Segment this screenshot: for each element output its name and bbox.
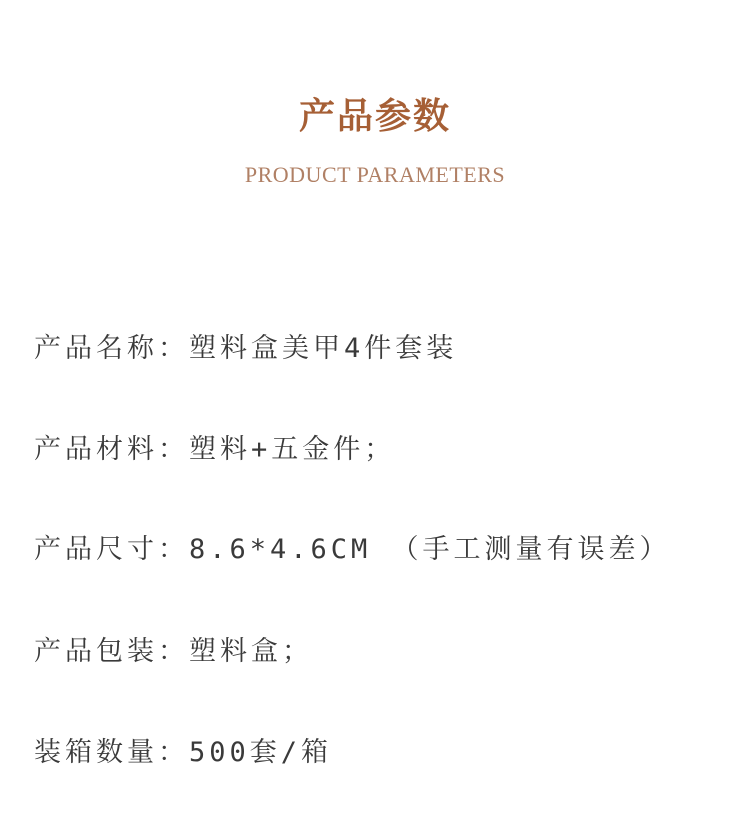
page-subtitle: PRODUCT PARAMETERS <box>244 162 506 187</box>
param-row-packaging <box>34 633 744 671</box>
param-label: 产品名称： <box>34 333 189 364</box>
param-value: 塑料盒； <box>189 636 313 667</box>
page-title: 产品参数 <box>298 96 451 137</box>
param-row-size <box>34 531 744 569</box>
param-value: 500套/箱 <box>189 737 333 768</box>
param-label: 产品包装： <box>34 636 189 667</box>
param-label: 装箱数量： <box>34 737 189 768</box>
param-row-product-name <box>34 330 744 368</box>
param-label: 产品材料： <box>34 434 189 465</box>
param-value: 塑料+五金件； <box>189 434 396 465</box>
param-value: 8.6*4.6CM （手工测量有误差） <box>189 534 671 565</box>
param-value: 塑料盒美甲4件套装 <box>189 333 458 364</box>
param-row-carton-quantity <box>34 734 744 772</box>
param-row-material <box>34 431 744 469</box>
param-label: 产品尺寸： <box>34 534 189 565</box>
